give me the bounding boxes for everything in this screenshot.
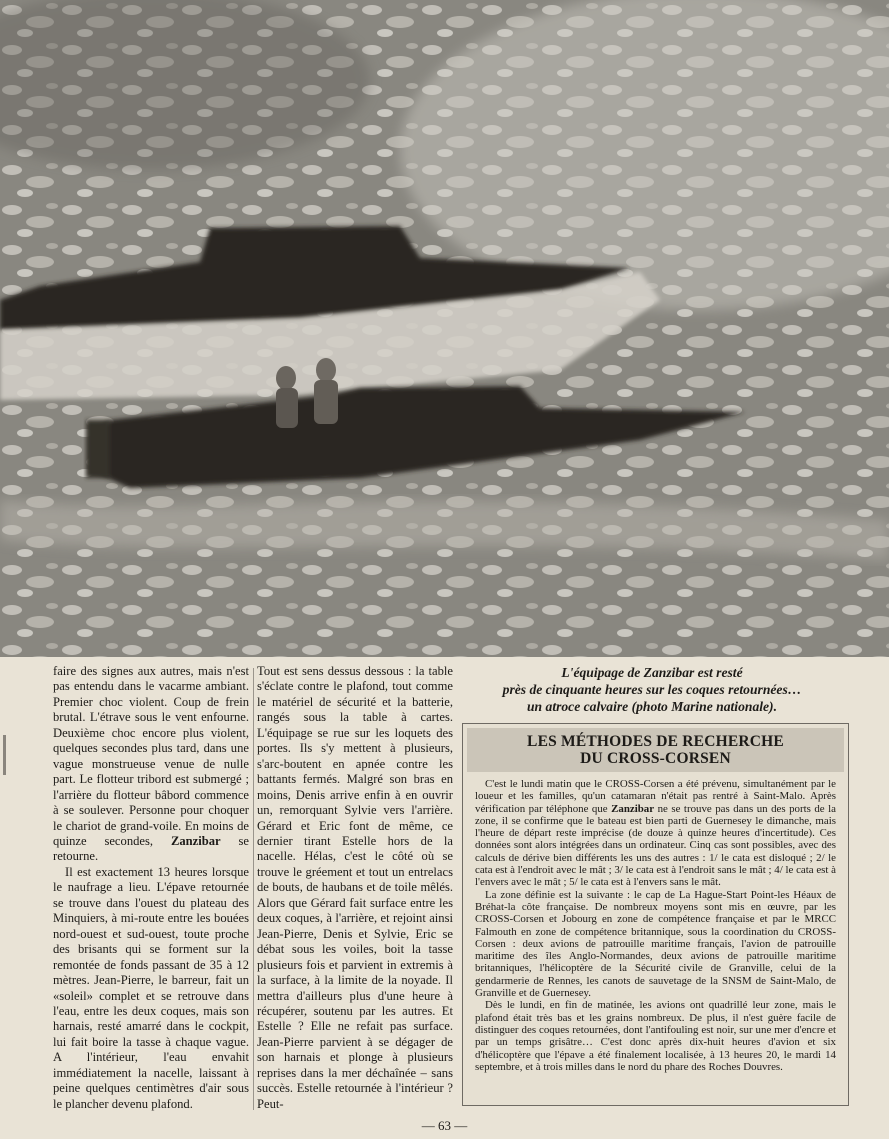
boat-name: Zanzibar xyxy=(170,833,221,848)
caption-line: un atroce calvaire (photo Marine nationale). xyxy=(527,699,777,714)
box-title-line: DU CROSS-CORSEN xyxy=(580,750,731,767)
paragraph: Tout est sens dessus dessous : la table s'éclate contre le plafond, tout comme le matériel de sécurité et la batterie, rangés sous la table à cartes. L'équipage se rue sur les loquets des portes. Ils s'y mettent à plusieurs, s'arc-boutent en apnée contre les battants fermés. Malgré son bras en moins, Denis arrive enfin à en ouvrir un, remorquant Sylvie vers l'arrière. Gérard et Eric font de même, ce dernier tirant Estelle hors de la nacelle. Hélas, c'est le côté où se trouve le gréement et tout un entrelacs de bouts, de haubans et de toile mêlés. Alors que Gérard fait surface entre les deux coques, à l'arrière, et rejoint ainsi Jean-Pierre, Denis et Sylvie, Eric se débat sous les voiles, boit la tasse plusieurs fois et parvient in extremis à la surface, à la limite de la noyade. Il mettra d'ailleurs plus d'une heure à récupérer, soutenu par les autres. Et Estelle ? Elle ne refait pas surface. Jean-Pierre parvient à se dégager de son harnais et plonge à plusieurs reprises dans la mer déchaînée – sans succès. Estelle retournée à l'intérieur ? Peut- xyxy=(257,664,453,1111)
caption-line: L'équipage de Zanzibar est resté xyxy=(561,665,743,680)
sidebar-box xyxy=(462,723,849,1106)
paragraph: La zone définie est la suivante : le cap de La Hague-Start Point-les Héaux de Bréhat-la côte française. De nombreux moyens sont mis en œuvre, par les CROSS-Corsen et Jobourg en zone de compétence française et par le MRCC Falmouth en zone de compétence britannique, sous la coordination du CROSS-Corsen : deux avions de patrouille maritime français, l'avion de patrouille maritime des îles Anglo-Normandes, deux avions de patrouille maritime britanniques, l'hélicoptère de la Sécurité civile de Granville, celui de la gendarmerie de Rennes, les canots de sauvetage de la SNSM de Saint-Malo, de Granville et de Guernesey. xyxy=(475,888,836,1000)
paragraph xyxy=(53,664,249,865)
text-run: se retourne. xyxy=(53,833,249,864)
text-run: faire des signes aux autres, mais n'est pas entendu dans le vacarme ambiant. Premier choc violent. Coup de frein brutal. L'étrave sous le vent enfourne. Deuxième choc encore plus violent, quelques secondes plus tard, dans une vague monstrueuse venue de nulle part. Le flotteur tribord est submergé ; l'arrière du flotteur bâbord commence à se soulever. Personne pour choquer le chariot de grand-voile. En moins de quinze secondes, xyxy=(53,664,249,848)
caption-line: près de cinquante heures sur les coques retournées… xyxy=(502,682,802,697)
page-number: — 63 — xyxy=(421,1118,468,1133)
photo-caption xyxy=(466,664,838,715)
text-column-1 xyxy=(53,664,249,1112)
paragraph: Il est exactement 13 heures lorsque le naufrage a lieu. L'épave retournée se trouve dans l'ouest du plateau des Minquiers, à mi-route entre les bouées nord-ouest et sud-ouest, toute proche des brisants qui se forment sur la remontée de fonds passant de 35 à 12 mètres. Jean-Pierre, le barreur, fait un «soleil» complet et se retrouve dans l'eau, entre les deux coques, mais son harnais, resté amarré dans le cockpit, lui fait boire la tasse à chaque vague. A l'intérieur, l'eau envahit immédiatement la nacelle, laissant à peine quelques centimètres d'air sous le plancher devenu plafond. xyxy=(53,864,249,1111)
text-column-2 xyxy=(257,664,453,1112)
box-body xyxy=(463,772,848,1073)
column-divider xyxy=(253,668,254,1110)
box-title-line: LES MÉTHODES DE RECHERCHE xyxy=(527,733,784,750)
paragraph: Dès le lundi, en fin de matinée, les avions ont quadrillé leur zone, mais le plafond était très bas et les grains nombreux. De plus, il n'est guère facile de distinguer des coques retournées, dont l'antifouling est noir, sur une mer d'encre et par un temps grisâtre… C'est donc après dix-huit heures d'avion et six d'hélicoptère que l'épave a été finalement localisée, à 13 heures 20, le mardi 14 septembre, et à trois milles dans le nord du phare des Roches Douvres. xyxy=(475,999,836,1073)
margin-mark xyxy=(3,735,6,775)
boat-name: Zanzibar xyxy=(611,802,655,815)
text-run: ne se trouve pas dans un des ports de la zone, il se confirme que le bateau est bien parti de Guernesey le dimanche, mais l'heure de départ reste imprécise (de douze à quinze heures d'incertitude). Ces données sont alors intégrées dans un ordinateur. Cinq cas sont possibles, avec des calculs de dérive bien différents les uns des autres : 1/ le cata est disloqué ; 2/ le cata est à l'endroit avec le mât ; 3/ le cata est à l'endroit sans le mât ; 4/ le cata est à l'envers avec le mât ; 5/ le cata est à l'envers sans le mât. xyxy=(475,802,836,889)
paragraph xyxy=(475,778,836,889)
box-title xyxy=(467,728,844,772)
text-run: C'est le lundi matin que le CROSS-Corsen a été prévenu, simultanément par le loueur et les familles, qu'un catamaran n'était pas rentré à Saint-Malo. Après vérification par téléphone que xyxy=(475,778,836,815)
